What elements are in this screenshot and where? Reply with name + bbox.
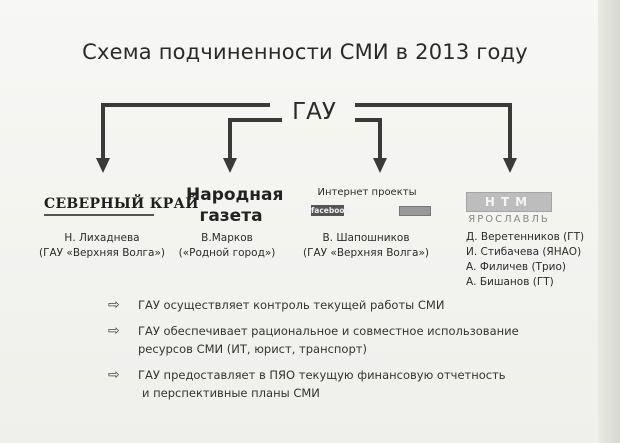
person-line: (ГАУ «Верхняя Волга») xyxy=(38,247,166,259)
bullet-text xyxy=(138,366,598,402)
severny-krai-people xyxy=(36,231,168,261)
arrowhead-1 xyxy=(96,158,110,173)
logo-line-2: газета xyxy=(199,206,263,226)
bullet-line: ГАУ осуществляет контроль текущей работы СМИ xyxy=(138,298,445,312)
arrow-to-internet xyxy=(355,120,380,160)
bullet-text xyxy=(138,322,598,358)
person-line: (ГАУ «Верхняя Волга») xyxy=(302,247,430,259)
bullet-line: ГАУ предоставляет в ПЯО текущую финансовую отчетность xyxy=(138,368,506,382)
bullet-text xyxy=(138,296,598,314)
bullet-line: ГАУ обеспечивает рациональное и совместное использование xyxy=(138,324,519,338)
bullet-line: и перспективные планы СМИ xyxy=(142,386,320,400)
web-project-logo xyxy=(399,206,431,216)
narodnaya-gazeta-people xyxy=(168,231,286,261)
ntm-logo: НТМ xyxy=(466,192,552,212)
person-line: И. Стибачева (ЯНАО) xyxy=(466,246,582,258)
narodnaya-gazeta-logo xyxy=(186,185,284,227)
slide-title: Схема подчиненности СМИ в 2013 году xyxy=(82,40,528,64)
person-line: А. Филичев (Трио) xyxy=(466,261,566,273)
internet-projects-label: Интернет проекты xyxy=(317,187,417,198)
person-line: В.Марков xyxy=(201,232,253,244)
person-line: Д. Веретенников (ГТ) xyxy=(466,231,585,243)
internet-projects-people xyxy=(296,231,436,261)
person-line: А. Бишанов (ГТ) xyxy=(466,276,554,288)
arrow-to-narodnaya-gazeta xyxy=(230,120,282,160)
arrowhead-4 xyxy=(503,158,517,173)
logo-line-1: Народная xyxy=(186,185,284,205)
person-line: («Родной город») xyxy=(178,247,276,259)
arrow-right-icon: ⇨ xyxy=(108,367,120,383)
arrow-to-severny-krai xyxy=(103,105,270,160)
arrow-right-icon: ⇨ xyxy=(108,323,120,339)
person-line: В. Шапошников xyxy=(322,232,410,244)
bullet-line: ресурсов СМИ (ИТ, юрист, транспорт) xyxy=(138,342,367,356)
arrowhead-3 xyxy=(373,158,387,173)
severny-krai-logo: СЕВЕРНЫЙ КРАЙ xyxy=(44,196,154,216)
root-node-gau: ГАУ xyxy=(292,99,336,125)
arrow-right-icon: ⇨ xyxy=(108,297,120,313)
person-line: Н. Лихаднева xyxy=(64,232,140,244)
ntm-logo-subtitle: ЯРОСЛАВЛЬ xyxy=(468,214,550,225)
arrowhead-2 xyxy=(223,158,237,173)
facebook-logo: facebook xyxy=(311,206,350,215)
ntm-people xyxy=(466,230,606,290)
